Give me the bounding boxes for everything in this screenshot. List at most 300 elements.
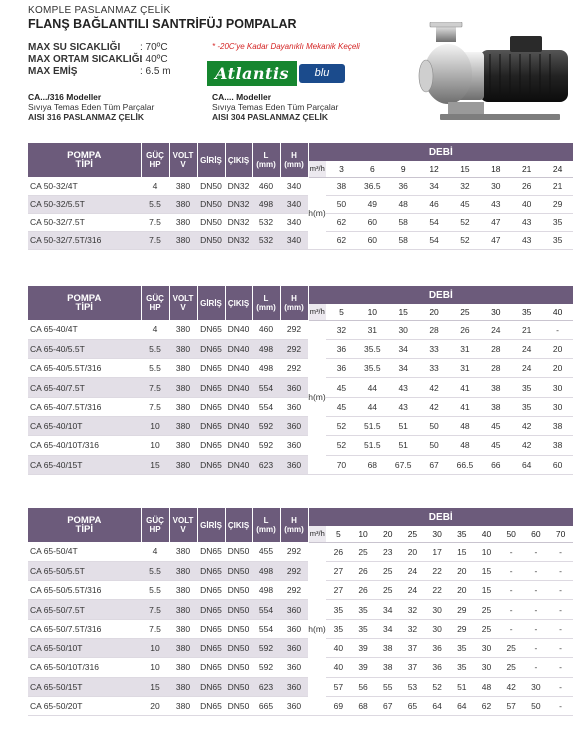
- head-value: 46: [419, 195, 450, 213]
- head-value: 62: [326, 231, 357, 249]
- inlet-cell: DN65: [197, 378, 225, 397]
- table-row: [28, 561, 573, 580]
- head-value: 23: [375, 542, 400, 561]
- head-value: -: [499, 561, 524, 580]
- flow-value: 12: [419, 161, 450, 177]
- head-value: 36: [425, 638, 450, 657]
- head-value: 45: [326, 378, 357, 397]
- col-h-line: H: [291, 294, 297, 303]
- head-value: 35: [326, 619, 351, 638]
- table-row: [28, 378, 573, 397]
- model-material: AISI 316 PASLANMAZ ÇELİK: [28, 112, 145, 122]
- brand-logo: [207, 61, 345, 86]
- head-value: 38: [542, 436, 573, 455]
- header-kicker: KOMPLE PASLANMAZ ÇELİK: [28, 5, 171, 16]
- hp-cell: 10: [141, 436, 169, 455]
- col-guc-line: GÜÇ: [146, 151, 164, 160]
- head-value: 64: [425, 696, 450, 715]
- head-value: -: [548, 677, 573, 696]
- model-cell: CA 65-40/5.5T: [28, 339, 141, 358]
- head-value: 26: [326, 542, 351, 561]
- head-value: 38: [375, 658, 400, 677]
- model-heading: CA.../316 Modeller: [28, 92, 102, 102]
- model-cell: CA 65-40/15T: [28, 455, 141, 474]
- head-value: 29: [449, 619, 474, 638]
- head-value: 43: [388, 378, 419, 397]
- head-value: -: [524, 600, 549, 619]
- head-value: 60: [542, 455, 573, 474]
- head-value: 38: [375, 638, 400, 657]
- table-row: [28, 619, 573, 638]
- model-cell: CA 65-50/5.5T: [28, 561, 141, 580]
- inlet-cell: DN65: [197, 658, 225, 677]
- col-h-line: H: [291, 516, 297, 525]
- head-value: 47: [480, 231, 511, 249]
- outlet-cell: DN50: [225, 542, 252, 561]
- flow-value: 21: [511, 161, 542, 177]
- head-value: 39: [351, 638, 376, 657]
- head-value: 45: [326, 397, 357, 416]
- head-value: -: [499, 619, 524, 638]
- head-value: 35: [351, 619, 376, 638]
- outlet-cell: DN40: [225, 397, 252, 416]
- head-value: -: [499, 600, 524, 619]
- head-value: 36.5: [357, 177, 388, 195]
- head-value: 25: [375, 581, 400, 600]
- col-debi: DEBİ: [308, 143, 573, 161]
- outlet-cell: DN50: [225, 600, 252, 619]
- inlet-cell: DN65: [197, 339, 225, 358]
- head-value: -: [548, 561, 573, 580]
- head-value: 42: [419, 397, 450, 416]
- spec-value: : 6.5 m: [140, 66, 171, 77]
- model-cell: CA 50-32/4T: [28, 177, 141, 195]
- head-value: 57: [326, 677, 351, 696]
- head-value: 30: [524, 677, 549, 696]
- flow-value: 20: [375, 526, 400, 542]
- inlet-cell: DN65: [197, 696, 225, 715]
- head-value: 40: [326, 638, 351, 657]
- head-value: 34: [375, 619, 400, 638]
- col-h: [280, 508, 308, 542]
- hp-cell: 7.5: [141, 213, 169, 231]
- height-cell: 360: [280, 397, 308, 416]
- head-value: 26: [351, 581, 376, 600]
- col-volt-line: VOLT: [172, 294, 194, 303]
- head-value: 50: [419, 416, 450, 435]
- head-value: 60: [357, 231, 388, 249]
- height-cell: 340: [280, 213, 308, 231]
- model-cell: CA 50-32/7.5T: [28, 213, 141, 231]
- head-value: 30: [425, 600, 450, 619]
- length-cell: 498: [252, 561, 280, 580]
- head-value: -: [499, 542, 524, 561]
- col-giris-line: GİRİŞ: [200, 520, 222, 530]
- inlet-cell: DN65: [197, 542, 225, 561]
- head-value: 26: [511, 177, 542, 195]
- col-h-unit: (mm): [284, 303, 304, 312]
- head-value: 48: [450, 416, 481, 435]
- col-l: [252, 143, 280, 177]
- table-row: [28, 397, 573, 416]
- height-cell: 292: [280, 581, 308, 600]
- length-cell: 498: [252, 339, 280, 358]
- outlet-cell: DN50: [225, 581, 252, 600]
- head-value: 31: [450, 339, 481, 358]
- volt-cell: 380: [169, 600, 197, 619]
- outlet-cell: DN32: [225, 195, 252, 213]
- head-value: 42: [499, 677, 524, 696]
- height-cell: 360: [280, 658, 308, 677]
- hp-cell: 5.5: [141, 359, 169, 378]
- head-value: 55: [375, 677, 400, 696]
- head-value: 38: [542, 416, 573, 435]
- hp-cell: 7.5: [141, 378, 169, 397]
- head-value: 32: [400, 600, 425, 619]
- head-value: 25: [474, 619, 499, 638]
- head-unit: h(m): [308, 320, 326, 474]
- head-value: 30: [474, 658, 499, 677]
- outlet-cell: DN50: [225, 561, 252, 580]
- table-row: [28, 600, 573, 619]
- head-value: -: [524, 581, 549, 600]
- pump-table: [28, 508, 573, 716]
- length-cell: 498: [252, 195, 280, 213]
- outlet-cell: DN40: [225, 320, 252, 339]
- length-cell: 532: [252, 231, 280, 249]
- head-value: 52: [450, 213, 481, 231]
- hp-cell: 4: [141, 320, 169, 339]
- col-volt-unit: V: [180, 160, 186, 169]
- hp-cell: 10: [141, 416, 169, 435]
- head-value: 20: [400, 542, 425, 561]
- table-row: [28, 213, 573, 231]
- outlet-cell: DN40: [225, 378, 252, 397]
- head-value: 54: [419, 231, 450, 249]
- model-desc: Sıvıya Temas Eden Tüm Parçalar: [28, 102, 155, 112]
- head-value: 22: [425, 581, 450, 600]
- head-value: 28: [480, 339, 511, 358]
- model-cell: CA 65-50/5.5T/316: [28, 581, 141, 600]
- inlet-cell: DN50: [197, 231, 225, 249]
- spec-row: [28, 54, 171, 66]
- volt-cell: 380: [169, 677, 197, 696]
- height-cell: 360: [280, 416, 308, 435]
- head-value: 37: [400, 638, 425, 657]
- height-cell: 360: [280, 638, 308, 657]
- outlet-cell: DN50: [225, 658, 252, 677]
- head-value: 35.5: [357, 339, 388, 358]
- table-row: [28, 339, 573, 358]
- head-value: 50: [524, 696, 549, 715]
- head-value: 45: [450, 195, 481, 213]
- head-value: 30: [474, 638, 499, 657]
- table-row: [28, 542, 573, 561]
- head-value: 38: [480, 397, 511, 416]
- col-guc: [141, 286, 169, 320]
- outlet-cell: DN40: [225, 455, 252, 474]
- outlet-cell: DN50: [225, 638, 252, 657]
- height-cell: 340: [280, 195, 308, 213]
- head-value: 25: [499, 658, 524, 677]
- head-value: 24: [480, 320, 511, 339]
- inlet-cell: DN65: [197, 416, 225, 435]
- spec-label: MAX EMİŞ: [28, 66, 78, 77]
- head-value: 58: [388, 231, 419, 249]
- hp-cell: 5.5: [141, 195, 169, 213]
- model-info-316: [28, 92, 154, 122]
- col-debi: DEBİ: [308, 508, 573, 526]
- head-value: 37: [400, 658, 425, 677]
- col-l: [252, 508, 280, 542]
- outlet-cell: DN40: [225, 359, 252, 378]
- inlet-cell: DN65: [197, 320, 225, 339]
- head-value: 48: [388, 195, 419, 213]
- col-volt: [169, 286, 197, 320]
- height-cell: 360: [280, 600, 308, 619]
- head-value: -: [524, 619, 549, 638]
- flow-unit: m³/h: [308, 526, 326, 542]
- pump-table: [28, 143, 573, 250]
- length-cell: 665: [252, 696, 280, 715]
- volt-cell: 380: [169, 436, 197, 455]
- col-h-unit: (mm): [284, 160, 304, 169]
- volt-cell: 380: [169, 638, 197, 657]
- head-value: -: [524, 542, 549, 561]
- hp-cell: 10: [141, 658, 169, 677]
- head-value: 20: [542, 339, 573, 358]
- head-value: 29: [449, 600, 474, 619]
- col-guc-unit: HP: [149, 525, 161, 534]
- volt-cell: 380: [169, 378, 197, 397]
- flow-value: 30: [480, 304, 511, 320]
- col-l: [252, 286, 280, 320]
- flow-value: 18: [480, 161, 511, 177]
- spec-row: [28, 66, 171, 78]
- head-value: 64: [449, 696, 474, 715]
- col-giris-line: GİRİŞ: [200, 298, 222, 308]
- inlet-cell: DN65: [197, 677, 225, 696]
- hp-cell: 5.5: [141, 581, 169, 600]
- height-cell: 292: [280, 359, 308, 378]
- model-cell: CA 65-50/7.5T: [28, 600, 141, 619]
- model-cell: CA 65-40/10T/316: [28, 436, 141, 455]
- table-row: [28, 696, 573, 715]
- head-value: 34: [419, 177, 450, 195]
- head-value: 35: [351, 600, 376, 619]
- spec-row: [28, 42, 171, 54]
- head-value: 43: [388, 397, 419, 416]
- head-value: 33: [419, 339, 450, 358]
- head-value: 42: [511, 436, 542, 455]
- model-cell: CA 65-40/7.5T/316: [28, 397, 141, 416]
- inlet-cell: DN65: [197, 397, 225, 416]
- col-cikis: [225, 143, 252, 177]
- head-value: 43: [511, 231, 542, 249]
- flow-unit: m³/h: [308, 161, 326, 177]
- head-value: 65: [400, 696, 425, 715]
- head-value: -: [548, 600, 573, 619]
- head-value: 40: [511, 195, 542, 213]
- length-cell: 554: [252, 619, 280, 638]
- flow-unit: m³/h: [308, 304, 326, 320]
- inlet-cell: DN65: [197, 455, 225, 474]
- col-pompa-line: POMPA: [67, 515, 102, 526]
- head-value: 35: [449, 658, 474, 677]
- hp-cell: 4: [141, 177, 169, 195]
- length-cell: 554: [252, 397, 280, 416]
- head-value: -: [524, 561, 549, 580]
- head-value: 34: [375, 600, 400, 619]
- inlet-cell: DN50: [197, 177, 225, 195]
- length-cell: 592: [252, 436, 280, 455]
- height-cell: 292: [280, 339, 308, 358]
- head-value: 51.5: [357, 436, 388, 455]
- flow-value: 20: [419, 304, 450, 320]
- height-cell: 340: [280, 231, 308, 249]
- height-cell: 360: [280, 677, 308, 696]
- volt-cell: 380: [169, 619, 197, 638]
- head-value: 31: [450, 359, 481, 378]
- height-cell: 292: [280, 320, 308, 339]
- head-value: 30: [388, 320, 419, 339]
- hp-cell: 20: [141, 696, 169, 715]
- hp-cell: 5.5: [141, 339, 169, 358]
- head-value: 66.5: [450, 455, 481, 474]
- head-value: 26: [351, 561, 376, 580]
- head-value: 26: [450, 320, 481, 339]
- head-value: 45: [480, 416, 511, 435]
- length-cell: 592: [252, 638, 280, 657]
- head-value: 67: [419, 455, 450, 474]
- head-value: 27: [326, 561, 351, 580]
- col-volt-line: VOLT: [172, 151, 194, 160]
- volt-cell: 380: [169, 339, 197, 358]
- flow-value: 10: [351, 526, 376, 542]
- flow-value: 24: [542, 161, 573, 177]
- head-value: 15: [474, 561, 499, 580]
- col-cikis-line: ÇIKIŞ: [227, 155, 250, 165]
- col-volt: [169, 143, 197, 177]
- model-info-304: [212, 92, 338, 122]
- seal-note: * -20C'ye Kadar Dayanıklı Mekanik Keçeli: [212, 42, 360, 51]
- flow-value: 15: [450, 161, 481, 177]
- inlet-cell: DN65: [197, 638, 225, 657]
- table-row: [28, 320, 573, 339]
- table-row: [28, 177, 573, 195]
- flow-value: 9: [388, 161, 419, 177]
- head-value: -: [524, 658, 549, 677]
- col-l-unit: (mm): [256, 525, 276, 534]
- table-row: [28, 677, 573, 696]
- height-cell: 292: [280, 542, 308, 561]
- head-value: 25: [474, 600, 499, 619]
- head-value: 36: [326, 359, 357, 378]
- inlet-cell: DN65: [197, 619, 225, 638]
- col-guc: [141, 143, 169, 177]
- head-value: 45: [480, 436, 511, 455]
- flow-value: 10: [357, 304, 388, 320]
- head-value: 30: [425, 619, 450, 638]
- head-value: 43: [480, 195, 511, 213]
- outlet-cell: DN32: [225, 177, 252, 195]
- col-h: [280, 143, 308, 177]
- head-unit: h(m): [308, 542, 326, 716]
- head-value: 36: [326, 339, 357, 358]
- head-value: 25: [499, 638, 524, 657]
- col-giris: [197, 508, 225, 542]
- head-value: 42: [511, 416, 542, 435]
- head-value: 66: [480, 455, 511, 474]
- head-value: 67: [375, 696, 400, 715]
- head-value: 57: [499, 696, 524, 715]
- col-h-line: H: [291, 151, 297, 160]
- inlet-cell: DN50: [197, 213, 225, 231]
- head-value: 20: [449, 581, 474, 600]
- volt-cell: 380: [169, 397, 197, 416]
- col-debi: DEBİ: [308, 286, 573, 304]
- outlet-cell: DN50: [225, 677, 252, 696]
- col-cikis: [225, 508, 252, 542]
- table-row: [28, 416, 573, 435]
- volt-cell: 380: [169, 542, 197, 561]
- head-value: 15: [449, 542, 474, 561]
- head-value: 24: [511, 339, 542, 358]
- head-value: -: [548, 696, 573, 715]
- volt-cell: 380: [169, 455, 197, 474]
- length-cell: 554: [252, 600, 280, 619]
- volt-cell: 380: [169, 359, 197, 378]
- head-value: 34: [388, 359, 419, 378]
- length-cell: 623: [252, 455, 280, 474]
- height-cell: 360: [280, 436, 308, 455]
- head-value: 41: [450, 378, 481, 397]
- head-value: 24: [511, 359, 542, 378]
- logo-wordmark: Atlantis: [207, 61, 297, 86]
- volt-cell: 380: [169, 581, 197, 600]
- pump-illustration: [418, 22, 573, 124]
- hp-cell: 7.5: [141, 619, 169, 638]
- head-value: 35.5: [357, 359, 388, 378]
- head-value: 51.5: [357, 416, 388, 435]
- col-guc-unit: HP: [149, 160, 161, 169]
- flow-value: 15: [388, 304, 419, 320]
- outlet-cell: DN50: [225, 696, 252, 715]
- flow-value: 50: [499, 526, 524, 542]
- model-cell: CA 65-40/7.5T: [28, 378, 141, 397]
- head-value: -: [548, 638, 573, 657]
- head-value: 68: [351, 696, 376, 715]
- head-value: 47: [480, 213, 511, 231]
- model-cell: CA 65-50/10T: [28, 638, 141, 657]
- model-cell: CA 65-50/4T: [28, 542, 141, 561]
- head-value: 32: [326, 320, 357, 339]
- length-cell: 498: [252, 581, 280, 600]
- head-value: 28: [419, 320, 450, 339]
- logo-badge: blu: [299, 64, 345, 83]
- model-cell: CA 65-40/10T: [28, 416, 141, 435]
- length-cell: 554: [252, 378, 280, 397]
- col-l-line: L: [263, 294, 269, 303]
- height-cell: 360: [280, 619, 308, 638]
- hp-cell: 5.5: [141, 561, 169, 580]
- model-cell: CA 65-50/20T: [28, 696, 141, 715]
- head-value: 53: [400, 677, 425, 696]
- head-value: 39: [351, 658, 376, 677]
- model-cell: CA 65-40/5.5T/316: [28, 359, 141, 378]
- hp-cell: 15: [141, 455, 169, 474]
- table-row: [28, 359, 573, 378]
